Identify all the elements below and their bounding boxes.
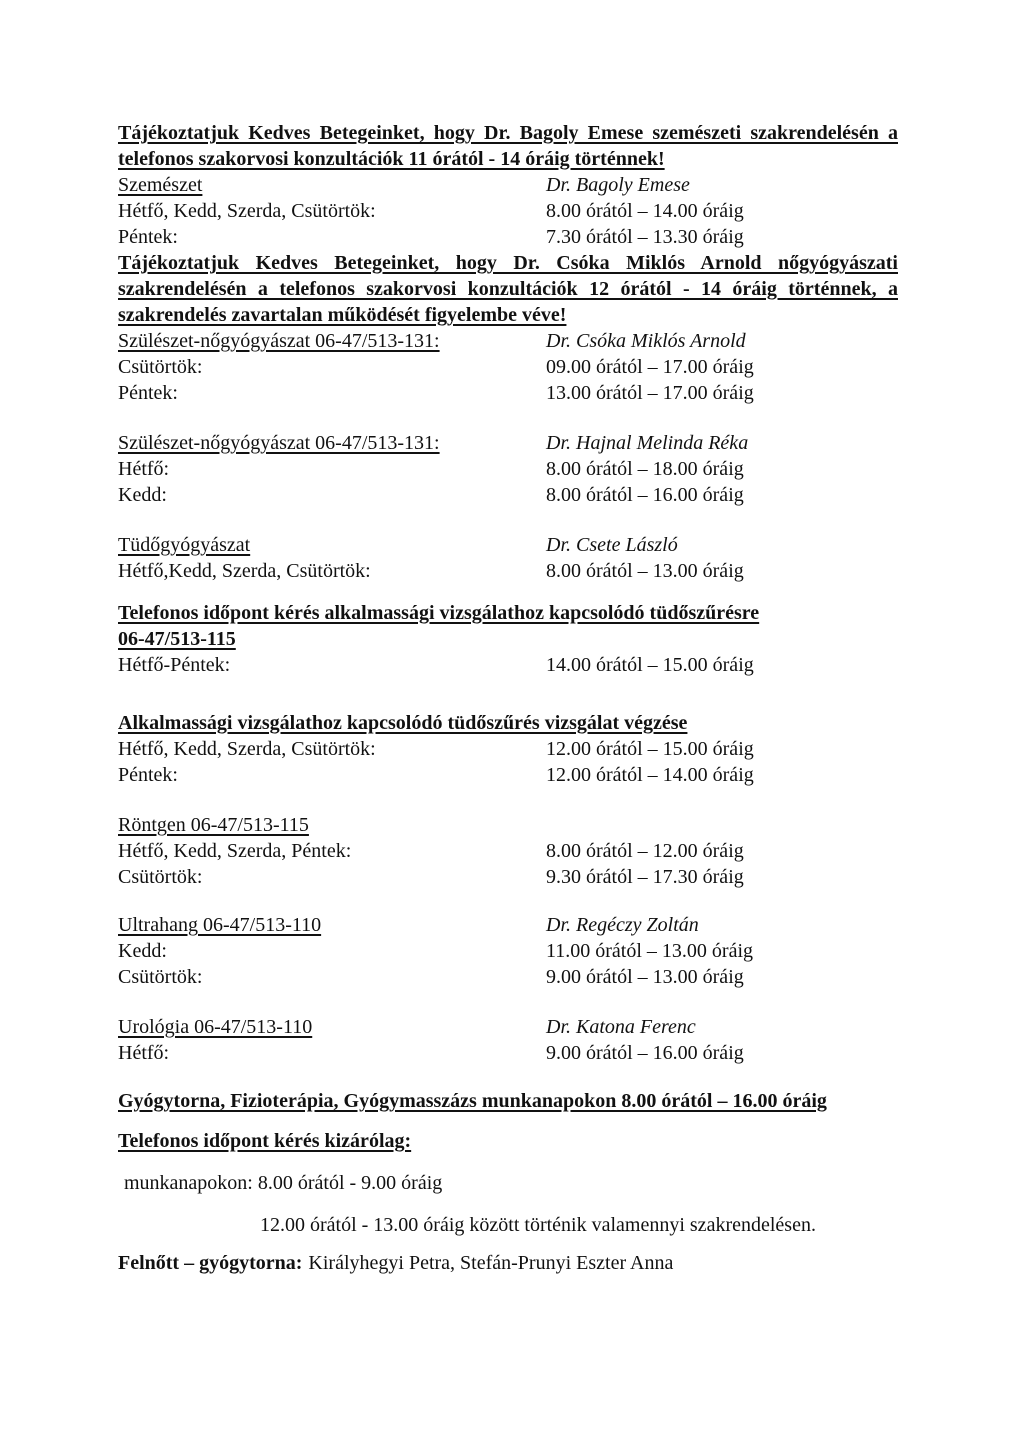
schedule-row <box>118 652 898 678</box>
doctor-name: Dr. Csete László <box>546 534 678 556</box>
schedule-row <box>118 938 898 964</box>
schedule-row <box>118 456 898 482</box>
section-alkalmassagi <box>118 710 898 788</box>
days-label: Hétfő, Kedd, Szerda, Péntek: <box>118 840 352 862</box>
days-label: Péntek: <box>118 382 178 404</box>
section-header-row <box>118 812 898 838</box>
hours-value: 12.00 órától – 14.00 óráig <box>546 764 754 786</box>
days-label: Hétfő: <box>118 1042 170 1064</box>
days-label: Csütörtök: <box>118 966 203 988</box>
hours-value: 11.00 órától – 13.00 óráig <box>546 940 754 962</box>
schedule-row <box>118 762 898 788</box>
schedule-row <box>118 1040 898 1066</box>
schedule-row <box>118 838 898 864</box>
section-telefonos-tudoszures <box>118 600 898 678</box>
notice-gynecology: Tájékoztatjuk Kedves Betegeinket, hogy Dr. Csóka Miklós Arnold nőgyógyászati szakrendelésén a telefonos szakorvosi konzultációk 12 órától - 14 óráig történnek, a szakrendelés zavartalan működését figyelembe véve! <box>118 252 898 326</box>
hours-value: 8.00 órától – 14.00 óráig <box>546 200 744 222</box>
booking-hours-midday: 12.00 órától - 13.00 óráig között történik valamennyi szakrendelésen. <box>260 1214 816 1236</box>
days-label: Hétfő: <box>118 458 170 480</box>
doctor-name: Dr. Regéczy Zoltán <box>546 914 699 936</box>
section-header-row <box>118 912 898 938</box>
days-label: Hétfő, Kedd, Szerda, Csütörtök: <box>118 738 376 760</box>
section-bold-title: Alkalmassági vizsgálathoz kapcsolódó tüdőszűrés vizsgálat végzése <box>118 712 688 734</box>
schedule-row <box>118 354 898 380</box>
section-szuleszet-1 <box>118 328 898 406</box>
section-tudogyogyaszat <box>118 532 898 584</box>
section-urologia <box>118 1014 898 1066</box>
hours-value: 8.00 órától – 13.00 óráig <box>546 560 744 582</box>
hours-value: 9.00 órától – 16.00 óráig <box>546 1042 744 1064</box>
adult-physio-line <box>118 1250 898 1276</box>
days-label: Csütörtök: <box>118 866 203 888</box>
hours-value: 12.00 órától – 15.00 óráig <box>546 738 754 760</box>
hours-value: 8.00 órától – 12.00 óráig <box>546 840 744 862</box>
days-label: Péntek: <box>118 226 178 248</box>
section-header-row <box>118 172 898 198</box>
hours-value: 14.00 órától – 15.00 óráig <box>546 654 754 676</box>
hours-value: 9.30 órától – 17.30 óráig <box>546 866 744 888</box>
schedule-row <box>118 864 898 890</box>
section-header-row <box>118 430 898 456</box>
notice-ophthalmology: Tájékoztatjuk Kedves Betegeinket, hogy Dr. Bagoly Emese szemészeti szakrendelésén a telefonos szakorvosi konzultációk 11 órától - 14 óráig történnek! <box>118 122 898 170</box>
adult-physio-names: Királyhegyi Petra, Stefán-Prunyi Eszter Anna <box>308 1252 674 1274</box>
doctor-name: Dr. Csóka Miklós Arnold <box>546 330 746 352</box>
doctor-name: Dr. Bagoly Emese <box>546 174 690 196</box>
schedule-row <box>118 482 898 508</box>
section-header-row <box>118 328 898 354</box>
schedule-row <box>118 736 898 762</box>
days-label: Hétfő-Péntek: <box>118 654 231 676</box>
hours-value: 13.00 órától – 17.00 óráig <box>546 382 754 404</box>
hours-value: 8.00 órától – 18.00 óráig <box>546 458 744 480</box>
days-label: Péntek: <box>118 764 178 786</box>
physio-hours-line: Gyógytorna, Fizioterápia, Gyógymasszázs munkanapokon 8.00 órától – 16.00 óráig <box>118 1090 827 1112</box>
department-title: Szülészet-nőgyógyászat 06-47/513-131: <box>118 330 440 352</box>
hours-value: 8.00 órától – 16.00 óráig <box>546 484 744 506</box>
section-header-row <box>118 1014 898 1040</box>
hours-value: 9.00 órától – 13.00 óráig <box>546 966 744 988</box>
schedule-row <box>118 964 898 990</box>
hours-value: 7.30 órától – 13.30 óráig <box>546 226 744 248</box>
days-label: Hétfő,Kedd, Szerda, Csütörtök: <box>118 560 371 582</box>
department-title: Szemészet <box>118 174 203 196</box>
section-ultrahang <box>118 912 898 990</box>
doctor-name: Dr. Hajnal Melinda Réka <box>546 432 749 454</box>
section-szemeszet <box>118 172 898 250</box>
department-title: Urológia 06-47/513-110 <box>118 1016 313 1038</box>
section-bold-title: Telefonos időpont kérés alkalmassági vizsgálathoz kapcsolódó tüdőszűrésre 06-47/513-115 <box>118 602 760 650</box>
section-header-row <box>118 532 898 558</box>
days-label: Kedd: <box>118 940 167 962</box>
days-label: Csütörtök: <box>118 356 203 378</box>
booking-hours-weekdays: munkanapokon: 8.00 órától - 9.00 óráig <box>124 1172 443 1194</box>
days-label: Hétfő, Kedd, Szerda, Csütörtök: <box>118 200 376 222</box>
phone-booking-only-heading: Telefonos időpont kérés kizárólag: <box>118 1130 412 1152</box>
section-rontgen <box>118 812 898 890</box>
department-title: Ultrahang 06-47/513-110 <box>118 914 322 936</box>
schedule-row <box>118 198 898 224</box>
section-szuleszet-2 <box>118 430 898 508</box>
days-label: Kedd: <box>118 484 167 506</box>
schedule-row <box>118 558 898 584</box>
department-title: Tüdőgyógyászat <box>118 534 251 556</box>
hours-value: 09.00 órától – 17.00 óráig <box>546 356 754 378</box>
department-title: Szülészet-nőgyógyászat 06-47/513-131: <box>118 432 440 454</box>
doctor-name: Dr. Katona Ferenc <box>546 1016 696 1038</box>
adult-physio-label: Felnőtt – gyógytorna: <box>118 1252 303 1274</box>
schedule-row <box>118 380 898 406</box>
schedule-row <box>118 224 898 250</box>
doctor-name <box>546 812 898 838</box>
department-title: Röntgen 06-47/513-115 <box>118 814 309 836</box>
